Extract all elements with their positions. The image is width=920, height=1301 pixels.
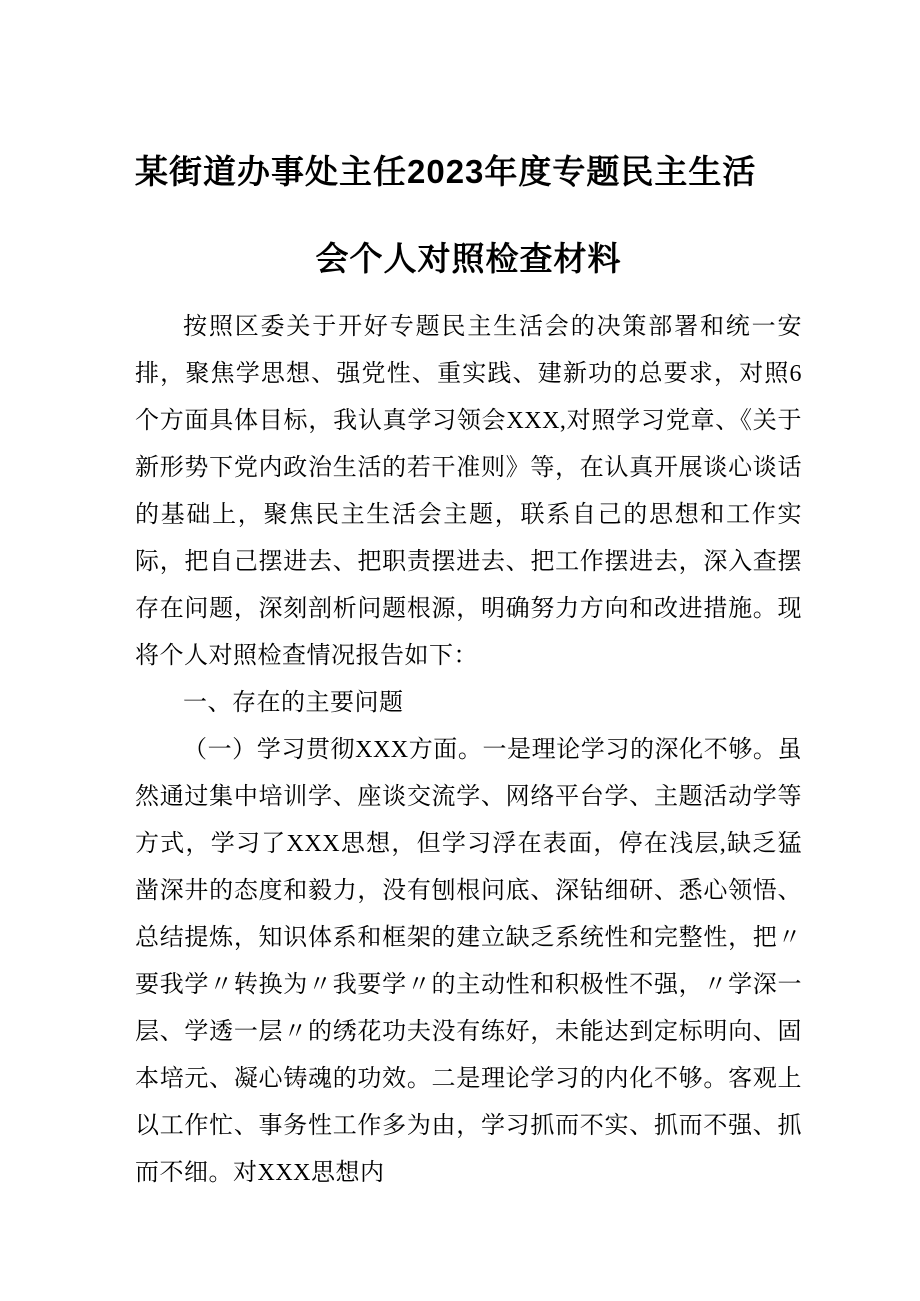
document-title-line-2: 会个人对照检查材料 (315, 240, 622, 277)
document-content (135, 128, 802, 1197)
document-title (135, 128, 802, 302)
intro-paragraph: 按照区委关于开好专题民主生活会的决策部署和统一安排，聚焦学思想、强党性、重实践、建新功的总要求，对照6个方面具体目标，我认真学习领会XXX,对照学习党章、《关于新形势下党内政治生活的若干准则》等，在认真开展谈心谈话的基础上，聚焦民主生活会主题，联系自己的思想和工作实际，把自己摆进去、把职责摆进去、把工作摆进去，深入查摆存在问题，深刻剖析问题根源，明确努力方向和改进措施。现将个人对照检查情况报告如下： (135, 314, 802, 669)
section-heading: 一、存在的主要问题 (183, 690, 404, 716)
document-body (135, 304, 802, 1197)
document-title-line-1: 某街道办事处主任2023年度专题民主生活 (135, 153, 757, 190)
subsection-paragraph: （一）学习贯彻XXX方面。一是理论学习的深化不够。虽然通过集中培训学、座谈交流学、网络平台学、主题活动学等方式，学习了XXX思想，但学习浮在表面，停在浅层,缺乏猛凿深井的态度和毅力，没有刨根问底、深钻细研、悉心领悟、总结提炼，知识体系和框架的建立缺乏系统性和完整性，把〃要我学〃转换为〃我要学〃的主动性和积极性不强，〃学深一层、学透一层〃的绣花功夫没有练好，未能达到定标明向、固本培元、凝心铸魂的功效。二是理论学习的内化不够。客观上以工作忙、事务性工作多为由，学习抓而不实、抓而不强、抓而不细。对XXX思想内 (135, 737, 802, 1186)
